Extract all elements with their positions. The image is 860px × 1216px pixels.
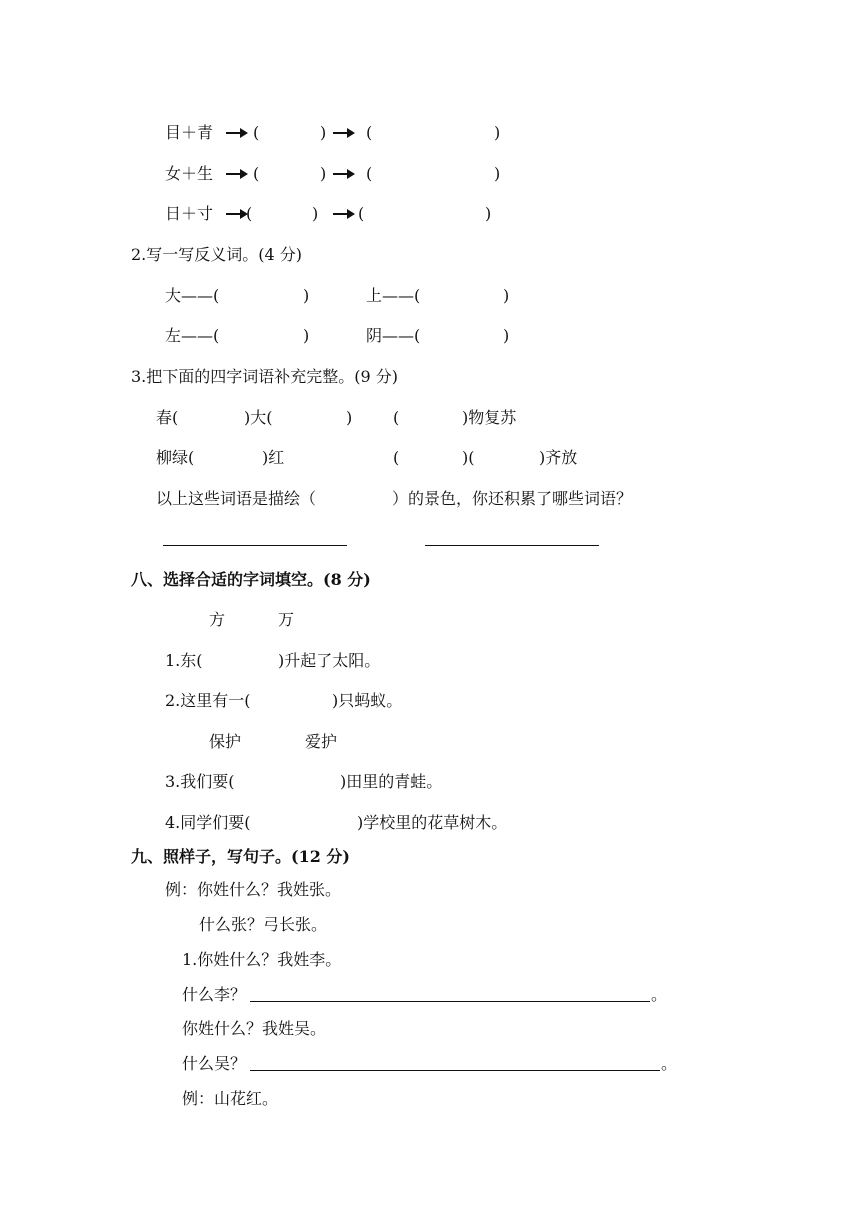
combine-expr: 目＋青	[165, 123, 214, 142]
paren-close: )	[303, 286, 310, 305]
choice-word: 保护	[209, 732, 242, 751]
paren-open: (	[253, 164, 260, 183]
example-text: 什么张？弓长张。	[199, 915, 328, 934]
period: 。	[661, 1054, 678, 1073]
paren-open: (	[253, 123, 260, 142]
paren-open: (	[246, 204, 253, 223]
arrow-right-icon	[226, 168, 248, 180]
paren-close: )	[320, 164, 327, 183]
sentence-part: )田里的青蛙。	[340, 772, 443, 791]
choice-word: 方	[209, 610, 226, 629]
arrow-right-icon	[226, 208, 248, 220]
sentence-part: )学校里的花草树木。	[357, 813, 508, 832]
paren-close: )	[346, 408, 353, 427]
sentence-part: 3.我们要(	[165, 772, 235, 791]
idiom-text: 柳绿(	[156, 448, 195, 467]
antonym-item: 左——(	[165, 326, 220, 345]
paren-close: )	[494, 164, 501, 183]
arrow-right-icon	[333, 208, 355, 220]
arrow-right-icon	[333, 168, 355, 180]
combine-expr: 日＋寸	[165, 204, 214, 223]
paren-close: )	[312, 204, 319, 223]
sentence-part: 1.东(	[165, 651, 203, 670]
paren-open: (	[393, 408, 400, 427]
arrow-right-icon	[333, 127, 355, 139]
antonym-item: 阴——(	[366, 326, 421, 345]
paren-close: )	[320, 123, 327, 142]
idiom-text: )红	[262, 448, 285, 467]
answer-line[interactable]	[425, 545, 599, 546]
sentence-part: 2.这里有一(	[165, 691, 251, 710]
question-text: 以上这些词语是描绘（	[156, 489, 317, 508]
paren-open: (	[366, 164, 373, 183]
example-text: 例：山花红。	[182, 1089, 279, 1108]
antonym-item: 大——(	[165, 286, 220, 305]
choice-word: 万	[278, 610, 295, 629]
idiom-text: )大(	[244, 408, 273, 427]
choice-word: 爱护	[305, 732, 338, 751]
period: 。	[651, 985, 668, 1004]
answer-line[interactable]	[250, 1001, 650, 1002]
section-title: 八、选择合适的字词填空。(8 分)	[131, 570, 371, 589]
idiom-text: )齐放	[539, 448, 578, 467]
antonym-item: 上——(	[366, 286, 421, 305]
sentence-part: )只蚂蚁。	[332, 691, 403, 710]
paren-open: (	[366, 123, 373, 142]
question-text: ）的景色，你还积累了哪些词语？	[392, 489, 633, 508]
arrow-right-icon	[226, 127, 248, 139]
paren-close: )	[503, 326, 510, 345]
question-text: 1.你姓什么？我姓李。	[182, 950, 342, 969]
answer-line[interactable]	[250, 1070, 660, 1071]
example-text: 例：你姓什么？我姓张。	[165, 880, 342, 899]
idiom-text: )(	[462, 448, 475, 467]
paren-close: )	[494, 123, 501, 142]
paren-close: )	[303, 326, 310, 345]
question-text: 你姓什么？我姓吴。	[182, 1019, 327, 1038]
paren-open: (	[358, 204, 365, 223]
sentence-part: 4.同学们要(	[165, 813, 251, 832]
section-title: 九、照样子，写句子。(12 分)	[131, 847, 350, 866]
answer-line[interactable]	[163, 545, 347, 546]
idiom-text: )物复苏	[462, 408, 517, 427]
paren-open: (	[393, 448, 400, 467]
paren-close: )	[485, 204, 492, 223]
question-text: 什么吴？	[182, 1054, 247, 1073]
question-title: 2.写一写反义词。(4 分)	[131, 245, 303, 264]
question-title: 3.把下面的四字词语补充完整。(9 分)	[131, 367, 399, 386]
sentence-part: )升起了太阳。	[278, 651, 381, 670]
combine-expr: 女＋生	[165, 164, 214, 183]
question-text: 什么李？	[182, 985, 247, 1004]
idiom-text: 春(	[156, 408, 179, 427]
paren-close: )	[503, 286, 510, 305]
